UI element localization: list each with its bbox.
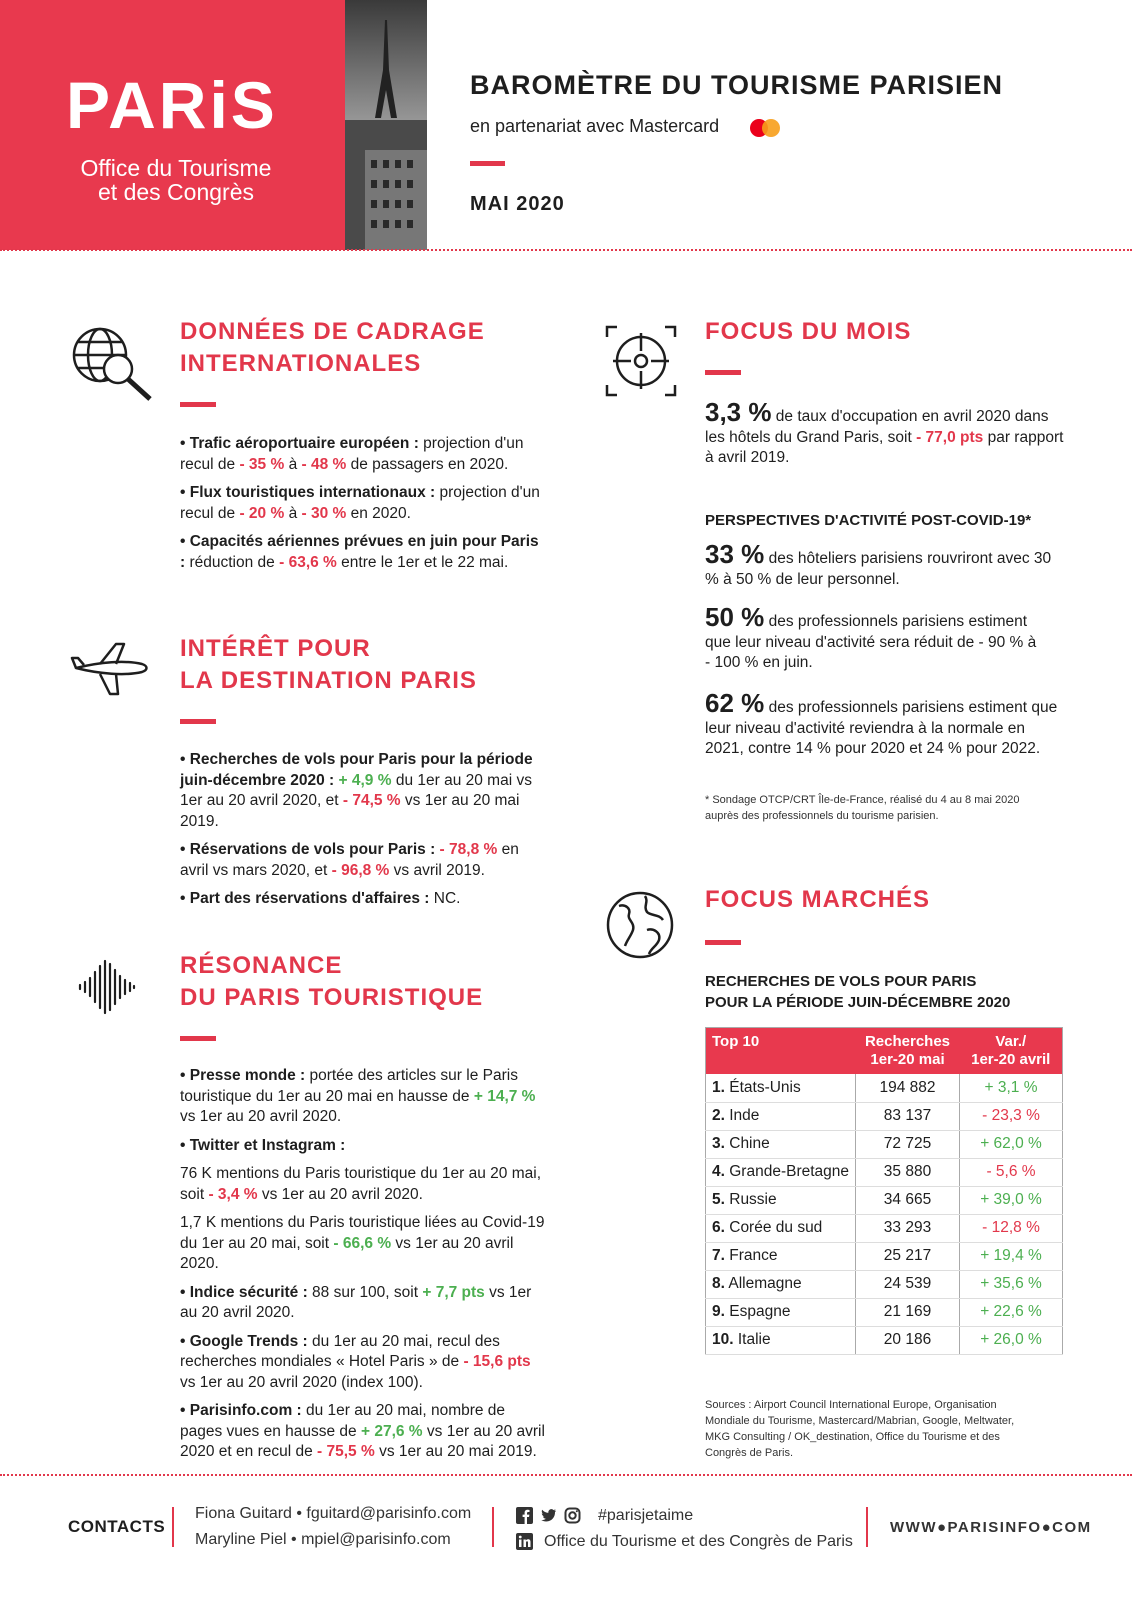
- list-item: • Presse monde : portée des articles sur le Paris touristique du 1er au 20 mai en hausse de + 14,7 % vs 1er au 20 avril 2020.: [180, 1067, 536, 1125]
- perspective-item: 33 % des hôteliers parisiens rouvriront avec 30 % à 50 % de leur personnel.: [705, 539, 1052, 588]
- sources-note: Sources : Airport Council International Europe, Organisation Mondiale du Tourisme, Mastercard/Mabrian, Google, Meltwater, MKG Consulting / OK_destination, Office du Tourisme et des Congrès de Paris.: [705, 1399, 1015, 1459]
- hashtag[interactable]: #parisjetaime: [598, 1507, 694, 1524]
- column-header: Var./ 1er-20 avril: [960, 1028, 1063, 1075]
- facebook-icon[interactable]: [516, 1507, 533, 1524]
- cadrage-list: [180, 434, 540, 581]
- searches-cell: 34 665: [856, 1186, 960, 1214]
- table-row: [706, 1326, 1063, 1354]
- list-item: • Réservations de vols pour Paris : - 78,8 % en avril vs mars 2020, et - 96,8 % vs avril 2019.: [180, 841, 519, 879]
- list-item: • Part des réservations d'affaires : NC.: [180, 890, 461, 907]
- list-item: • Twitter et Instagram :: [180, 1136, 346, 1154]
- country-cell: 8. Allemagne: [706, 1270, 856, 1298]
- section-divider: [180, 402, 216, 407]
- perspectives-title: PERSPECTIVES D'ACTIVITÉ POST-COVID-19*: [705, 512, 1032, 529]
- table-row: [706, 1074, 1063, 1102]
- paris-logo: PARiS: [66, 68, 278, 142]
- searches-cell: 33 293: [856, 1214, 960, 1242]
- page-title: BAROMÈTRE DU TOURISME PARISIEN: [470, 70, 1004, 100]
- soundwave-icon: [78, 958, 136, 1016]
- website-link[interactable]: WWW●PARISINFO●COM: [890, 1519, 1092, 1536]
- country-cell: 2. Inde: [706, 1102, 856, 1130]
- table-row: [706, 1158, 1063, 1186]
- variation-cell: + 39,0 %: [960, 1186, 1063, 1214]
- section-title-cadrage: DONNÉES DE CADRAGE INTERNATIONALES: [180, 318, 485, 377]
- searches-cell: 194 882: [856, 1074, 960, 1102]
- list-item: • Google Trends : du 1er au 20 mai, recul des recherches mondiales « Hotel Paris » de - 15,6 pts vs 1er au 20 avril 2020 (index 100).: [180, 1332, 531, 1391]
- list-item: • Trafic aéroportuaire européen : projection d'un recul de - 35 % à - 48 % de passagers en 2020.: [180, 435, 524, 473]
- searches-cell: 20 186: [856, 1326, 960, 1354]
- table-row: [706, 1242, 1063, 1270]
- variation-cell: + 35,6 %: [960, 1270, 1063, 1298]
- list-item: • Capacités aériennes prévues en juin pour Paris : réduction de - 63,6 % entre le 1er et le 22 mai.: [180, 533, 539, 571]
- variation-cell: - 12,8 %: [960, 1214, 1063, 1242]
- target-crosshair-icon: [605, 325, 677, 397]
- variation-cell: + 22,6 %: [960, 1298, 1063, 1326]
- perspective-item: 62 % des professionnels parisiens estiment que leur niveau d'activité reviendra à la normale en 2021, contre 14 % pour 2020 et 24 % pour 2022.: [705, 688, 1058, 757]
- issue-month: MAI 2020: [470, 193, 565, 215]
- country-cell: 1. États-Unis: [706, 1074, 856, 1102]
- table-row: [706, 1102, 1063, 1130]
- variation-cell: + 26,0 %: [960, 1326, 1063, 1354]
- table-row: [706, 1186, 1063, 1214]
- section-title-focus: FOCUS DU MOIS: [705, 318, 912, 345]
- world-globe-icon: [605, 890, 675, 960]
- section-divider: [180, 1036, 216, 1041]
- searches-cell: 83 137: [856, 1102, 960, 1130]
- linkedin-icon[interactable]: [516, 1533, 533, 1550]
- country-cell: 6. Corée du sud: [706, 1214, 856, 1242]
- footer-separator: [492, 1507, 494, 1547]
- searches-cell: 35 880: [856, 1158, 960, 1186]
- country-cell: 3. Chine: [706, 1130, 856, 1158]
- markets-table: [705, 1027, 1063, 1355]
- variation-cell: + 3,1 %: [960, 1074, 1063, 1102]
- table-row: [706, 1214, 1063, 1242]
- instagram-icon[interactable]: [564, 1507, 581, 1524]
- country-cell: 4. Grande-Bretagne: [706, 1158, 856, 1186]
- section-divider: [705, 940, 741, 945]
- header-divider: [470, 161, 505, 166]
- partner-line: en partenariat avec Mastercard: [470, 116, 720, 136]
- country-cell: 5. Russie: [706, 1186, 856, 1214]
- searches-cell: 25 217: [856, 1242, 960, 1270]
- searches-cell: 24 539: [856, 1270, 960, 1298]
- section-title-interet: INTÉRÊT POUR LA DESTINATION PARIS: [180, 635, 477, 694]
- table-row: [706, 1298, 1063, 1326]
- variation-cell: + 19,4 %: [960, 1242, 1063, 1270]
- table-row: [706, 1130, 1063, 1158]
- twitter-icon[interactable]: [540, 1507, 557, 1524]
- list-item: • Indice sécurité : 88 sur 100, soit + 7,7 pts vs 1er au 20 avril 2020.: [180, 1283, 532, 1321]
- contact-maryline[interactable]: Maryline Piel • mpiel@parisinfo.com: [195, 1531, 451, 1548]
- country-cell: 9. Espagne: [706, 1298, 856, 1326]
- table-caption: RECHERCHES DE VOLS POUR PARIS POUR LA PÉRIODE JUIN-DÉCEMBRE 2020: [705, 973, 1011, 1011]
- brand-block: [0, 0, 345, 250]
- mastercard-logo-icon: [748, 118, 782, 138]
- eiffel-tower-photo: [345, 0, 427, 250]
- footer-separator: [866, 1507, 868, 1547]
- country-cell: 7. France: [706, 1242, 856, 1270]
- list-item: 76 K mentions du Paris touristique du 1er au 20 mai, soit - 3,4 % vs 1er au 20 avril 2020.: [180, 1165, 542, 1203]
- perspective-item: 50 % des professionnels parisiens estiment que leur niveau d'activité sera réduit de - 90 % à - 100 % en juin.: [705, 602, 1037, 671]
- airplane-icon: [70, 640, 150, 698]
- section-title-resonance: RÉSONANCE DU PARIS TOURISTIQUE: [180, 952, 484, 1011]
- footer-dotted-divider: [0, 1474, 1132, 1476]
- interet-list: [180, 750, 545, 918]
- variation-cell: - 23,3 %: [960, 1102, 1063, 1130]
- column-header: Recherches 1er-20 mai: [856, 1028, 960, 1075]
- brand-subtitle: Office du Tourisme et des Congrès: [80, 155, 272, 205]
- variation-cell: + 62,0 %: [960, 1130, 1063, 1158]
- table-header-row: [706, 1028, 1063, 1075]
- list-item: 1,7 K mentions du Paris touristique liées au Covid-19 du 1er au 20 mai, soit - 66,6 % vs 1er au 20 avril 2020.: [180, 1214, 545, 1272]
- searches-cell: 21 169: [856, 1298, 960, 1326]
- linkedin-page[interactable]: Office du Tourisme et des Congrès de Paris: [544, 1533, 853, 1550]
- contacts-label: CONTACTS: [68, 1517, 166, 1536]
- list-item: • Recherches de vols pour Paris pour la période juin-décembre 2020 : + 4,9 % du 1er au 20 mai vs 1er au 20 avril 2020, et - 74,5 % vs 1er au 20 mai 2019.: [180, 751, 533, 830]
- survey-footnote: * Sondage OTCP/CRT Île-de-France, réalisé du 4 au 8 mai 2020 auprès des professionnels du tourisme parisien.: [705, 794, 1020, 822]
- resonance-list: [180, 1066, 550, 1471]
- section-divider: [705, 370, 741, 375]
- footer-separator: [172, 1507, 174, 1547]
- list-item: • Flux touristiques internationaux : projection d'un recul de - 20 % à - 30 % en 2020.: [180, 484, 540, 522]
- table-row: [706, 1270, 1063, 1298]
- country-cell: 10. Italie: [706, 1326, 856, 1354]
- section-divider: [180, 719, 216, 724]
- section-title-marches: FOCUS MARCHÉS: [705, 886, 931, 913]
- header-dotted-divider: [0, 249, 1132, 251]
- column-header: Top 10: [706, 1028, 856, 1075]
- list-item: • Parisinfo.com : du 1er au 20 mai, nombre de pages vues en hausse de + 27,6 % vs 1er au 20 avril 2020 et en recul de - 75,5 % vs 1er au 20 mai 2019.: [180, 1402, 545, 1460]
- focus-stat: 3,3 % de taux d'occupation en avril 2020 dans les hôtels du Grand Paris, soit - 77,0 pts par rapport à avril 2019.: [705, 397, 1064, 466]
- variation-cell: - 5,6 %: [960, 1158, 1063, 1186]
- globe-magnifier-icon: [70, 325, 156, 403]
- searches-cell: 72 725: [856, 1130, 960, 1158]
- contact-fiona[interactable]: Fiona Guitard • fguitard@parisinfo.com: [195, 1505, 472, 1522]
